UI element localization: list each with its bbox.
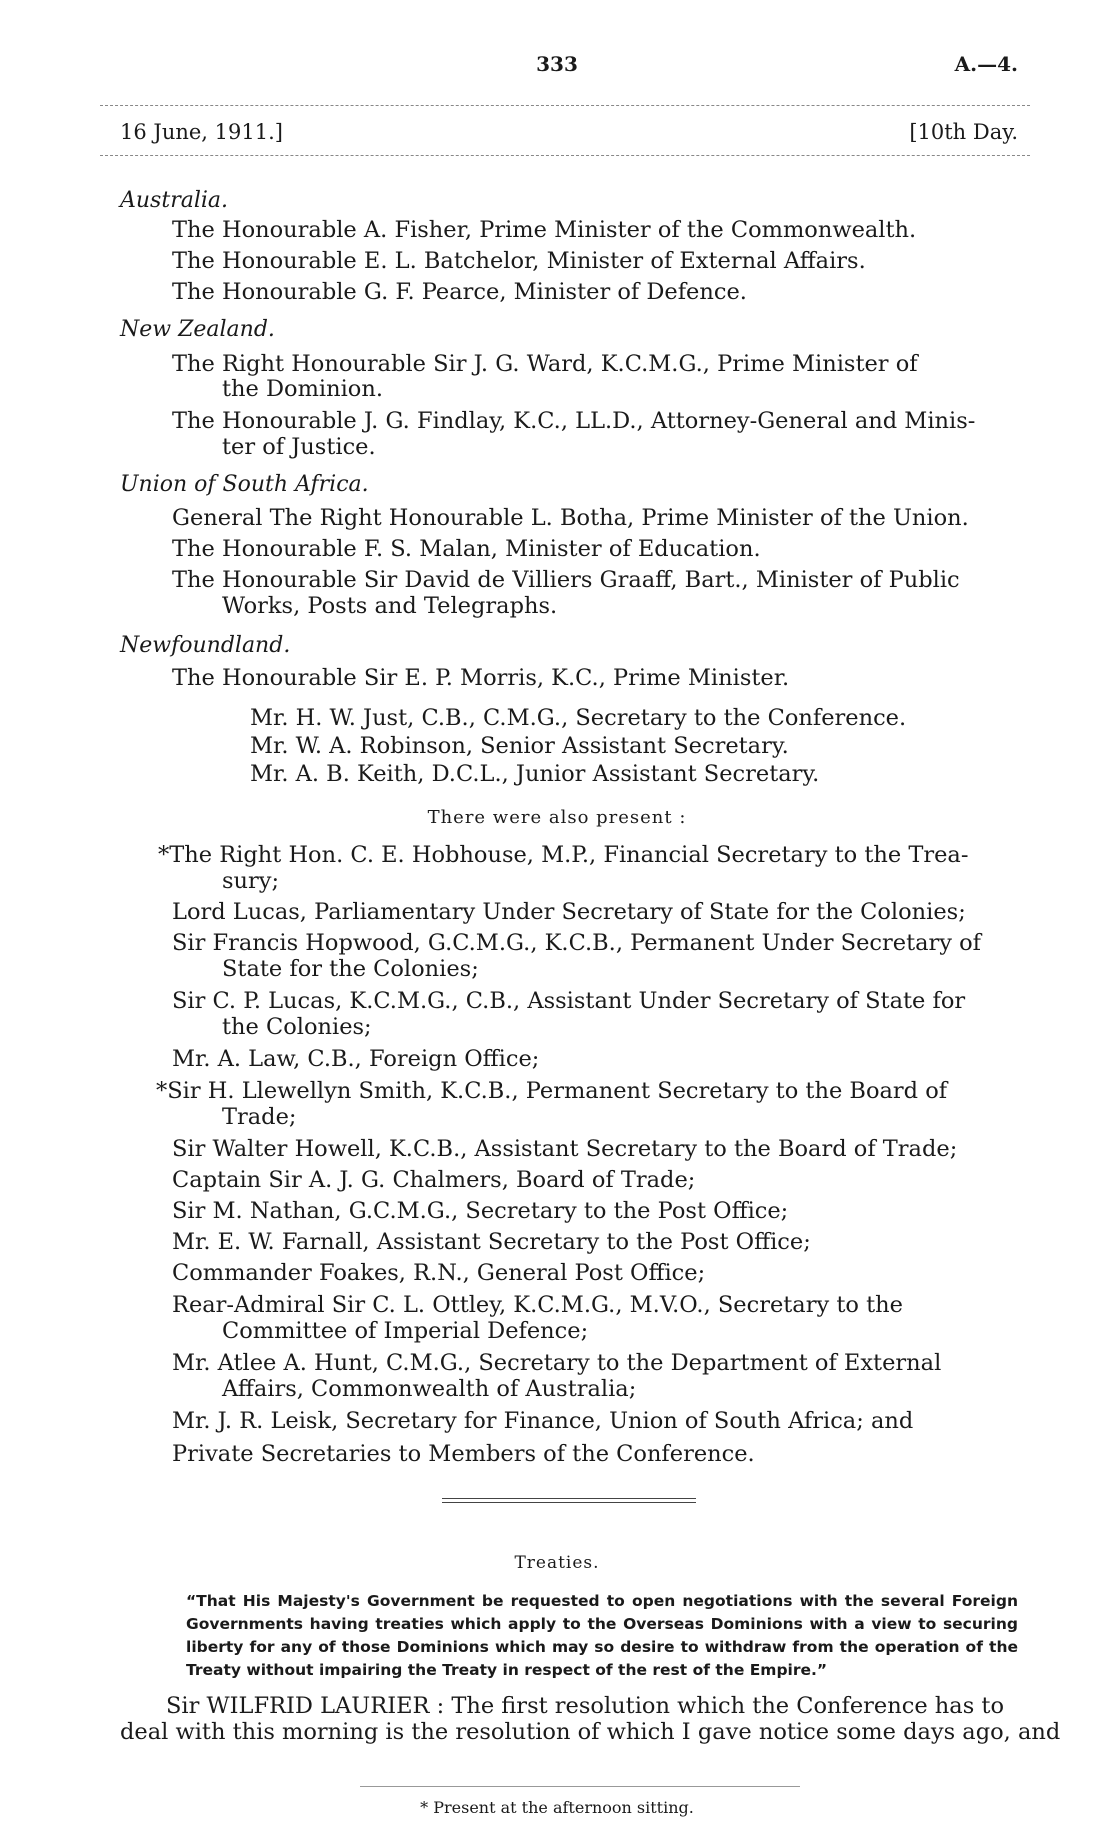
member-entry-continuation: ter of Justice. bbox=[222, 434, 376, 460]
attendee-entry-continuation: State for the Colonies; bbox=[222, 956, 479, 982]
attendee-entry-continuation: the Colonies; bbox=[222, 1014, 372, 1040]
also-present-heading: There were also present : bbox=[427, 807, 687, 828]
member-entry: The Honourable J. G. Findlay, K.C., LL.D., Attorney-General and Minis- bbox=[172, 408, 976, 434]
attendee-entry: Sir Walter Howell, K.C.B., Assistant Secretary to the Board of Trade; bbox=[172, 1136, 958, 1162]
attendee-entry: Lord Lucas, Parliamentary Under Secretary of State for the Colonies; bbox=[172, 899, 966, 925]
page-number: 333 bbox=[536, 52, 578, 76]
attendee-entry: Private Secretaries to Members of the Conference. bbox=[172, 1441, 755, 1467]
attendee-entry-continuation: Affairs, Commonwealth of Australia; bbox=[222, 1376, 637, 1402]
attendee-entry: Mr. J. R. Leisk, Secretary for Finance, Union of South Africa; and bbox=[172, 1408, 914, 1434]
member-entry: The Honourable G. F. Pearce, Minister of Defence. bbox=[172, 279, 747, 305]
member-entry: The Right Honourable Sir J. G. Ward, K.C.M.G., Prime Minister of bbox=[172, 351, 918, 377]
attendee-entry: Mr. A. Law, C.B., Foreign Office; bbox=[172, 1046, 540, 1072]
section-separator bbox=[442, 1498, 696, 1503]
secretary-entry: Mr. W. A. Robinson, Senior Assistant Secretary. bbox=[250, 733, 789, 759]
attendee-entry: Commander Foakes, R.N., General Post Office; bbox=[172, 1260, 706, 1286]
attendee-entry: Rear-Admiral Sir C. L. Ottley, K.C.M.G., M.V.O., Secretary to the bbox=[172, 1292, 903, 1318]
header-rule bbox=[100, 105, 1030, 106]
member-entry: The Honourable Sir E. P. Morris, K.C., Prime Minister. bbox=[172, 665, 790, 691]
member-entry: The Honourable Sir David de Villiers Graaff, Bart., Minister of Public bbox=[172, 567, 960, 593]
member-entry-continuation: the Dominion. bbox=[222, 376, 383, 402]
treaties-heading: Treaties. bbox=[514, 1553, 600, 1573]
member-entry: The Honourable A. Fisher, Prime Minister of the Commonwealth. bbox=[172, 217, 917, 243]
attendee-entry: Captain Sir A. J. G. Chalmers, Board of Trade; bbox=[172, 1167, 696, 1193]
footnote-rule bbox=[360, 1786, 800, 1787]
attendee-entry: Sir Francis Hopwood, G.C.M.G., K.C.B., Permanent Under Secretary of bbox=[172, 930, 982, 956]
secretary-entry: Mr. A. B. Keith, D.C.L., Junior Assistant Secretary. bbox=[250, 761, 820, 787]
treaties-resolution: “That His Majesty's Government be requested to open negotiations with the several Foreign Governments having treaties which apply to the Overseas Dominions with a view to securing liberty for any of those Dominions which may so desire to withdraw from the operation of the Treaty without impairing the Treaty in respect of the rest of the Empire.” bbox=[186, 1592, 1018, 1679]
attendee-entry: Sir M. Nathan, G.C.M.G., Secretary to the Post Office; bbox=[172, 1198, 789, 1224]
attendee-entry: *Sir H. Llewellyn Smith, K.C.B., Permanent Secretary to the Board of bbox=[156, 1078, 948, 1104]
session-date: 16 June, 1911.] bbox=[120, 120, 283, 144]
section-title: New Zealand. bbox=[120, 317, 275, 342]
section-title: Union of South Africa. bbox=[120, 472, 369, 497]
speech-line: deal with this morning is the resolution of which I gave notice some days ago, and bbox=[120, 1719, 1061, 1745]
section-title: Australia. bbox=[120, 188, 229, 213]
footnote: * Present at the afternoon sitting. bbox=[420, 1798, 694, 1817]
member-entry: The Honourable F. S. Malan, Minister of Education. bbox=[172, 536, 761, 562]
secretary-entry: Mr. H. W. Just, C.B., C.M.G., Secretary to the Conference. bbox=[250, 705, 907, 731]
attendee-entry-continuation: Committee of Imperial Defence; bbox=[222, 1318, 589, 1344]
attendee-entry-continuation: sury; bbox=[222, 868, 280, 894]
attendee-entry: Mr. Atlee A. Hunt, C.M.G., Secretary to the Department of External bbox=[172, 1350, 942, 1376]
member-entry-continuation: Works, Posts and Telegraphs. bbox=[222, 593, 558, 619]
attendee-entry: Sir C. P. Lucas, K.C.M.G., C.B., Assistant Under Secretary of State for bbox=[172, 988, 966, 1014]
session-day: [10th Day. bbox=[909, 120, 1018, 144]
attendee-entry: Mr. E. W. Farnall, Assistant Secretary to the Post Office; bbox=[172, 1229, 811, 1255]
date-rule bbox=[100, 155, 1030, 156]
section-title: Newfoundland. bbox=[120, 633, 291, 658]
attendee-entry-continuation: Trade; bbox=[222, 1104, 297, 1130]
speech-line: Sir WILFRID LAURIER : The first resolution which the Conference has to bbox=[166, 1693, 1004, 1719]
member-entry: The Honourable E. L. Batchelor, Minister of External Affairs. bbox=[172, 248, 866, 274]
document-reference: A.—4. bbox=[954, 52, 1018, 76]
member-entry: General The Right Honourable L. Botha, Prime Minister of the Union. bbox=[172, 505, 969, 531]
attendee-entry: *The Right Hon. C. E. Hobhouse, M.P., Financial Secretary to the Trea- bbox=[158, 842, 969, 868]
